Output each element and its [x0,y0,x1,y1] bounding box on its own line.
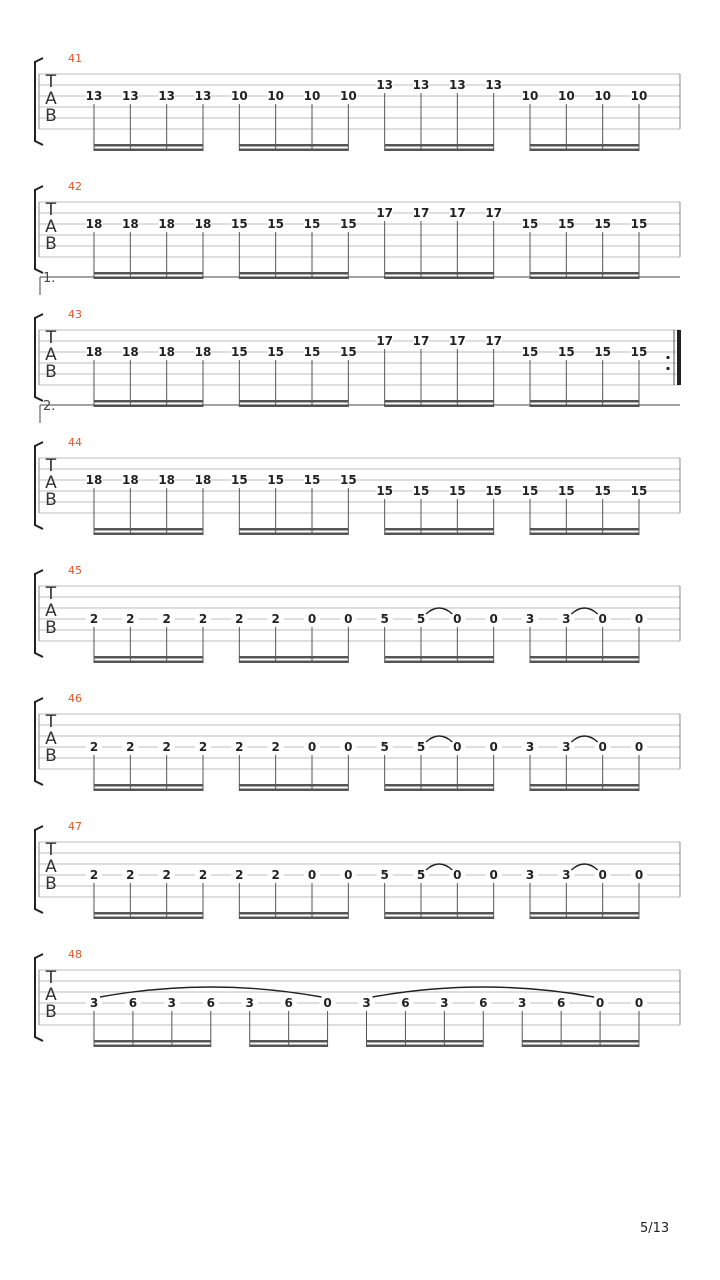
measure-number: 48 [68,948,82,961]
beam [530,917,639,920]
beam [530,400,639,403]
tab-clef-letter: B [45,106,57,126]
fret-number: 13 [448,78,466,92]
fret-number: 13 [85,89,103,103]
fret-number: 0 [453,868,462,882]
beam [385,789,494,792]
fret-number: 13 [412,78,430,92]
fret-number: 5 [380,612,389,626]
beam [385,784,494,787]
tab-clef-letter: A [45,345,57,365]
fret-number: 17 [485,334,503,348]
beam [385,149,494,152]
measure-number: 41 [68,52,82,65]
tab-clef-letter: B [45,618,57,638]
beam [239,912,348,915]
fret-number: 13 [158,89,176,103]
beam [522,1045,639,1048]
fret-number: 3 [525,740,535,754]
fret-number: 15 [267,217,285,231]
fret-number: 18 [158,473,176,487]
fret-number: 2 [235,612,244,626]
tab-clef-letter: B [45,1002,57,1022]
fret-number: 15 [630,345,648,359]
fret-number: 15 [267,473,285,487]
fret-number: 18 [194,345,212,359]
fret-number: 2 [271,740,280,754]
fret-number: 0 [344,612,353,626]
fret-number: 2 [89,868,99,882]
beam [530,528,639,531]
fret-number: 0 [634,868,644,882]
fret-number: 17 [412,334,430,348]
fret-number: 3 [362,996,371,1010]
beam [239,917,348,920]
fret-number: 15 [521,345,539,359]
fret-number: 15 [230,473,248,487]
measure-number: 46 [68,692,82,705]
beam [239,149,348,152]
fret-number: 6 [206,996,215,1010]
fret-number: 2 [198,612,208,626]
beam [385,661,494,664]
beam [94,912,203,915]
beam [94,789,203,792]
beam [530,784,639,787]
fret-number: 18 [158,217,176,231]
beam [522,1040,639,1043]
tab-clef-letter: B [45,746,57,766]
fret-number: 3 [245,996,254,1010]
beam [530,789,639,792]
fret-number: 15 [303,217,321,231]
fret-number: 3 [525,612,535,626]
beam [239,400,348,403]
fret-number: 17 [412,206,430,220]
fret-number: 15 [521,217,539,231]
tab-clef-letter: T [45,200,57,220]
beam [385,917,494,920]
beam [239,661,348,664]
repeat-dot [666,356,669,359]
fret-number: 15 [630,217,648,231]
tab-clef-letter: T [45,968,57,988]
fret-number: 18 [121,473,139,487]
fret-number: 15 [230,217,248,231]
measure-number: 47 [68,820,82,833]
tab-clef-letter: T [45,456,57,476]
beam [250,1040,328,1043]
tab-clef-letter: B [45,490,57,510]
beam [239,272,348,275]
beam [94,144,203,147]
beam [530,149,639,152]
beam [94,656,203,659]
fret-number: 18 [158,345,176,359]
fret-number: 2 [235,868,244,882]
beam [94,272,203,275]
fret-number: 3 [167,996,177,1010]
fret-number: 17 [448,334,466,348]
fret-number: 13 [121,89,139,103]
fret-number: 3 [562,868,571,882]
tie-arc [571,736,597,742]
fret-number: 15 [230,345,248,359]
fret-number: 15 [557,345,575,359]
fret-number: 2 [271,612,280,626]
tab-clef-letter: B [45,362,57,382]
tab-clef-letter: A [45,729,57,749]
tab-clef-letter: T [45,840,57,860]
volta-label: 1. [43,271,56,286]
tab-clef-letter: A [45,89,57,109]
beam [239,656,348,659]
fret-number: 2 [162,612,171,626]
tab-clef-letter: A [45,473,57,493]
fret-number: 0 [489,740,498,754]
fret-number: 15 [594,345,612,359]
fret-number: 3 [518,996,527,1010]
fret-number: 0 [634,740,644,754]
fret-number: 0 [598,612,607,626]
fret-number: 0 [307,740,317,754]
beam [530,661,639,664]
beam [94,1045,211,1048]
fret-number: 2 [126,868,135,882]
tie-arc [571,608,597,614]
fret-number: 15 [303,345,321,359]
fret-number: 5 [380,740,389,754]
tie-arc [571,864,597,870]
beam [530,144,639,147]
fret-number: 2 [89,612,99,626]
fret-number: 15 [339,473,357,487]
beam [530,656,639,659]
fret-number: 10 [339,89,357,103]
fret-number: 0 [344,740,353,754]
beam [94,400,203,403]
tie-arc [426,864,452,870]
fret-number: 3 [89,996,99,1010]
fret-number: 10 [521,89,539,103]
fret-number: 10 [267,89,285,103]
fret-number: 0 [598,868,607,882]
tab-clef-letter: A [45,857,57,877]
fret-number: 3 [562,612,571,626]
beam [94,528,203,531]
fret-number: 17 [376,206,394,220]
fret-number: 15 [594,217,612,231]
beam [385,533,494,536]
fret-number: 6 [128,996,138,1010]
fret-number: 13 [194,89,212,103]
fret-number: 3 [440,996,449,1010]
fret-number: 0 [307,868,317,882]
fret-number: 15 [267,345,285,359]
beam [239,533,348,536]
tab-clef-letter: B [45,234,57,254]
fret-number: 15 [303,473,321,487]
beam [367,1040,484,1043]
beam [94,917,203,920]
fret-number: 2 [198,740,208,754]
tab-clef-letter: B [45,874,57,894]
beam [385,272,494,275]
fret-number: 18 [121,217,139,231]
fret-number: 15 [594,484,612,498]
fret-number: 17 [376,334,394,348]
beam [94,661,203,664]
beam [385,912,494,915]
fret-number: 0 [489,868,498,882]
fret-number: 13 [376,78,394,92]
fret-number: 10 [303,89,321,103]
fret-number: 18 [121,345,139,359]
fret-number: 2 [198,868,208,882]
beam [250,1045,328,1048]
fret-number: 6 [556,996,566,1010]
fret-number: 15 [339,217,357,231]
fret-number: 15 [630,484,648,498]
fret-number: 18 [85,217,103,231]
fret-number: 0 [598,740,607,754]
fret-number: 15 [339,345,357,359]
fret-number: 2 [126,612,135,626]
fret-number: 0 [634,996,644,1010]
fret-number: 18 [85,345,103,359]
measure-number: 44 [68,436,82,449]
fret-number: 6 [401,996,410,1010]
tab-clef-letter: A [45,985,57,1005]
tab-clef-letter: T [45,72,57,92]
fret-number: 10 [557,89,575,103]
tie-arc [426,736,452,742]
fret-number: 0 [323,996,332,1010]
fret-number: 15 [557,217,575,231]
tab-clef-letter: T [45,328,57,348]
fret-number: 5 [416,612,426,626]
fret-number: 6 [284,996,293,1010]
fret-number: 3 [525,868,535,882]
fret-number: 15 [557,484,575,498]
volta-label: 2. [43,399,56,414]
fret-number: 10 [630,89,648,103]
fret-number: 10 [594,89,612,103]
fret-number: 15 [521,484,539,498]
fret-number: 17 [448,206,466,220]
beam [530,272,639,275]
fret-number: 18 [194,217,212,231]
fret-number: 17 [485,206,503,220]
fret-number: 2 [126,740,135,754]
fret-number: 5 [416,740,426,754]
fret-number: 3 [562,740,571,754]
fret-number: 0 [595,996,605,1010]
fret-number: 15 [412,484,430,498]
beam [385,400,494,403]
fret-number: 0 [453,612,462,626]
fret-number: 15 [485,484,503,498]
tab-clef-letter: A [45,217,57,237]
beam [239,784,348,787]
fret-number: 2 [235,740,244,754]
fret-number: 15 [448,484,466,498]
page-number: 5/13 [640,1221,670,1236]
fret-number: 2 [89,740,99,754]
fret-number: 18 [85,473,103,487]
fret-number: 0 [453,740,462,754]
fret-number: 13 [485,78,503,92]
tie-arc [426,608,452,614]
fret-number: 0 [489,612,498,626]
fret-number: 5 [380,868,389,882]
tab-clef-letter: T [45,712,57,732]
beam [530,912,639,915]
beam [239,144,348,147]
beam [239,528,348,531]
fret-number: 10 [230,89,248,103]
beam [385,528,494,531]
measure-number: 42 [68,180,82,193]
tab-clef-letter: A [45,601,57,621]
fret-number: 18 [194,473,212,487]
beam [94,533,203,536]
measure-number: 43 [68,308,82,321]
fret-number: 15 [376,484,394,498]
fret-number: 2 [162,740,171,754]
beam [94,149,203,152]
beam [239,789,348,792]
fret-number: 0 [307,612,317,626]
beam [94,784,203,787]
measure-number: 45 [68,564,82,577]
fret-number: 0 [634,612,644,626]
fret-number: 0 [344,868,353,882]
beam [530,533,639,536]
fret-number: 2 [162,868,171,882]
beam [367,1045,484,1048]
fret-number: 5 [416,868,426,882]
fret-number: 2 [271,868,280,882]
beam [385,656,494,659]
beam [94,1040,211,1043]
repeat-dot [666,367,669,370]
tab-clef-letter: T [45,584,57,604]
fret-number: 6 [479,996,488,1010]
beam [385,144,494,147]
